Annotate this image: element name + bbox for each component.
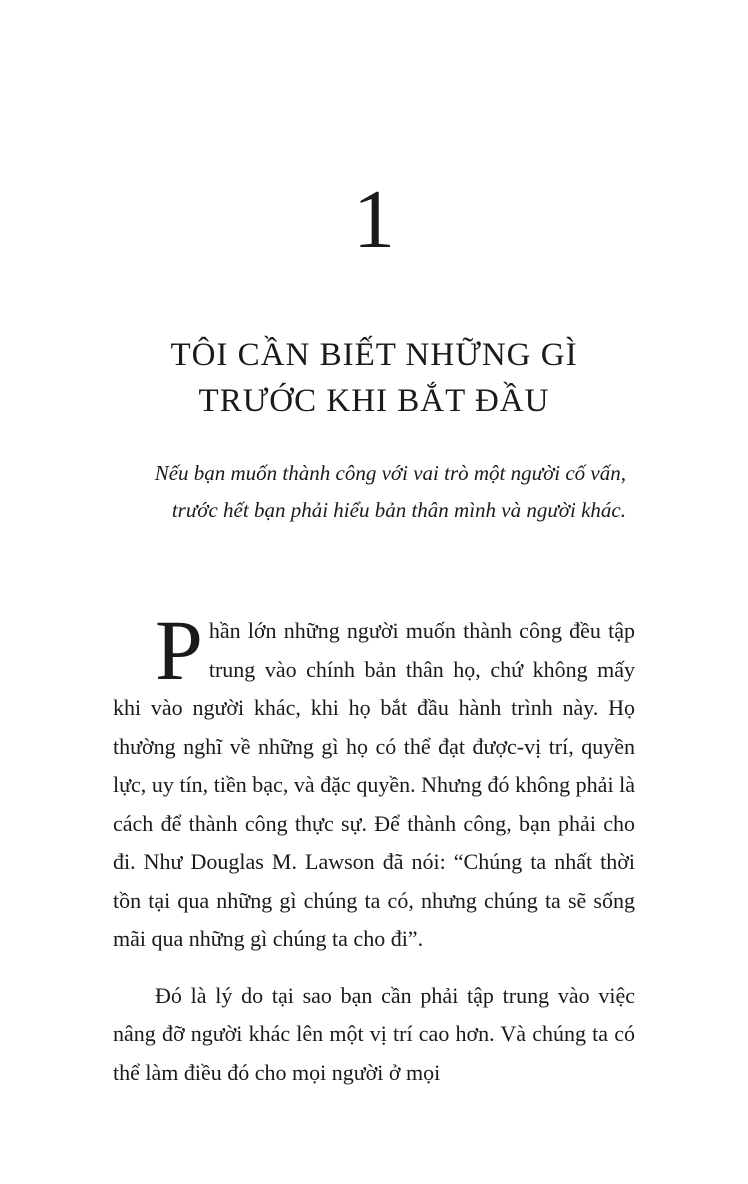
epigraph-line-2: trước hết bạn phải hiểu bản thân mình và người khác. — [171, 498, 626, 522]
chapter-title-line-2: TRƯỚC KHI BẮT ĐẦU — [198, 383, 550, 419]
epigraph-line-1: Nếu bạn muốn thành công với vai trò một người cố vấn, — [154, 461, 626, 485]
chapter-title-line-1: TÔI CẦN BIẾT NHỮNG GÌ — [170, 337, 578, 373]
chapter-number: 1 — [353, 173, 395, 266]
drop-cap: P — [155, 602, 203, 698]
paragraph-1 — [113, 602, 635, 959]
chapter-title — [0, 332, 748, 424]
paragraph-1-text: hần lớn những người muốn thành công đều tập trung vào chính bản thân họ, chứ không mấy khi vào người khác, khi họ bắt đầu hành trình này. Họ thường nghĩ về những gì họ có thể đạt được-vị trí, quyền lực, uy tín, tiền bạc, và đặc quyền. Nhưng đó không phải là cách để thành công thực sự. Để thành công, bạn phải cho đi. Như Douglas M. Lawson đã nói: “Chúng ta nhất thời tồn tại qua những gì chúng ta có, nhưng chúng ta sẽ sống mãi qua những gì chúng ta cho đi”. — [113, 618, 635, 951]
paragraph-2: Đó là lý do tại sao bạn cần phải tập trung vào việc nâng đỡ người khác lên một vị trí cao hơn. Và chúng ta có thể làm điều đó cho mọi người ở mọi — [113, 982, 635, 1085]
epigraph — [60, 455, 626, 529]
body-text — [113, 602, 635, 1092]
